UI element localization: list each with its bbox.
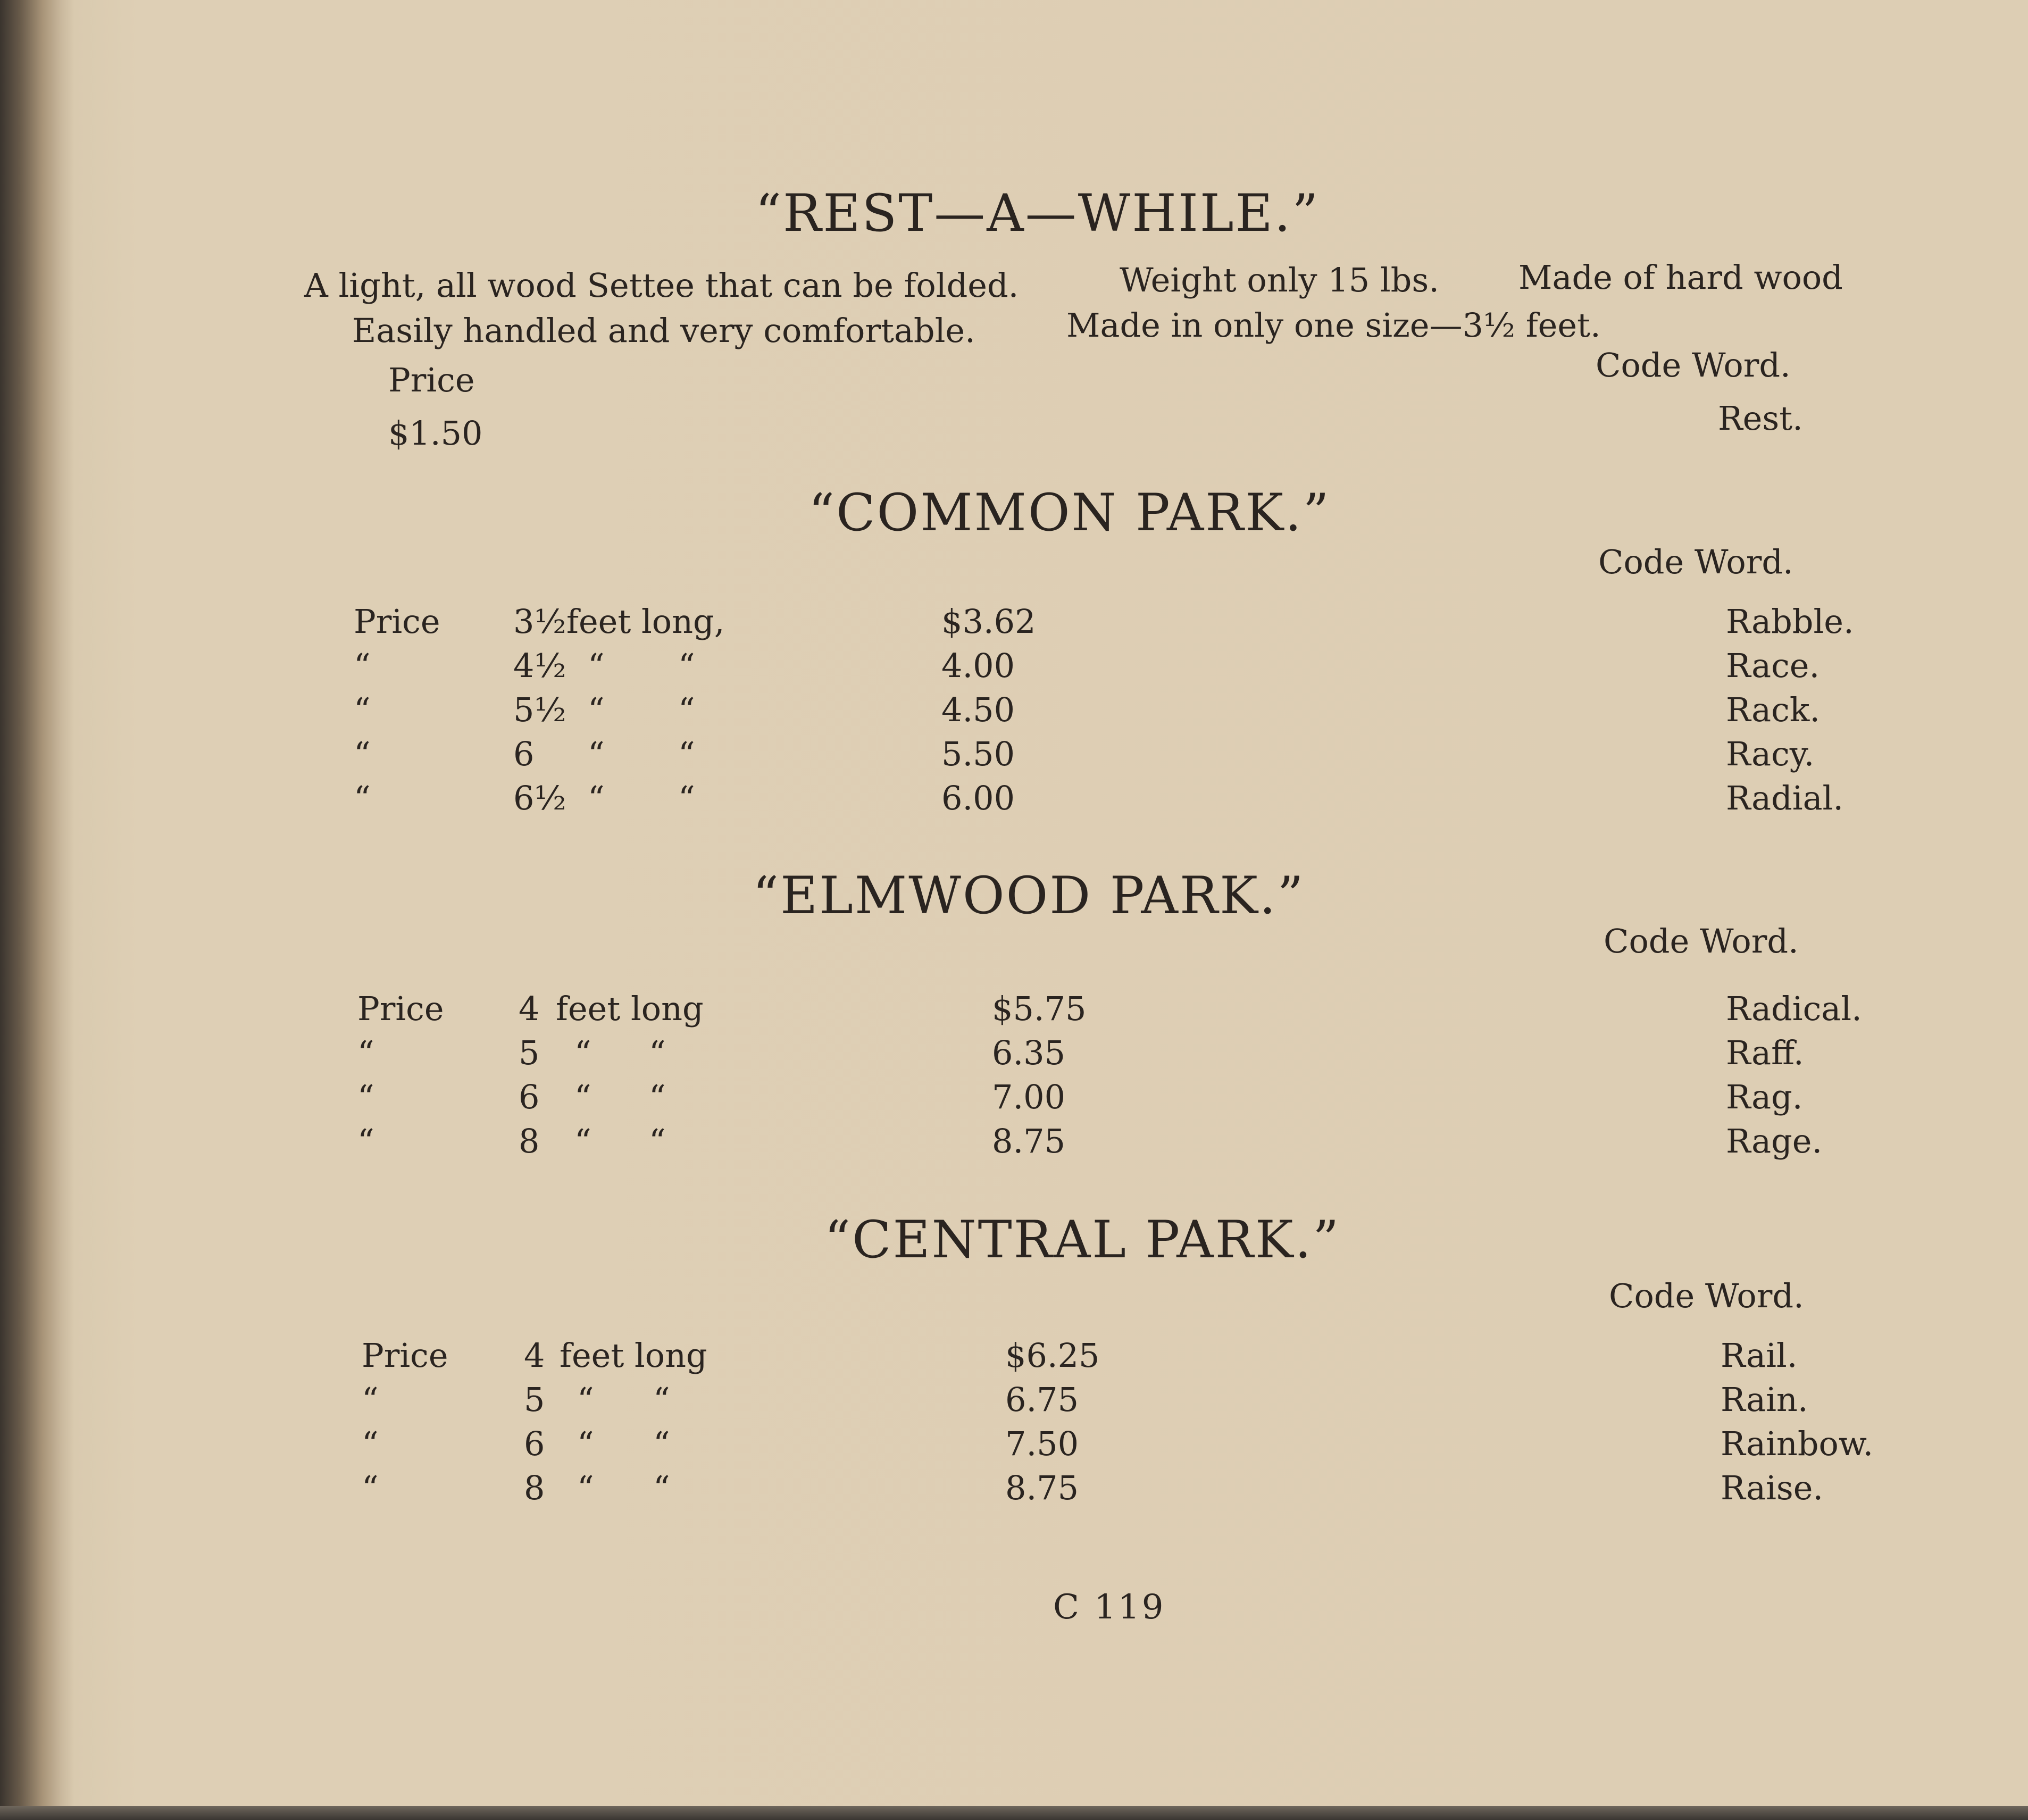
elmwood-row-ditto: “ [649,1078,666,1116]
elmwood-row-ditto: “ [574,1033,591,1072]
rest-desc-material: Made of hard wood [1518,258,1843,297]
common-row-ditto: “ [678,734,695,773]
central-row-unit: feet long [560,1336,707,1375]
central-title: “CENTRAL PARK.” [824,1210,1341,1270]
central-row-size: 4 [524,1336,545,1375]
common-row-ditto: “ [588,779,605,817]
elmwood-row-ditto: “ [649,1122,666,1161]
elmwood-row-ditto: “ [574,1122,591,1161]
elmwood-code-header: Code Word. [1604,922,1799,961]
central-row-size: 6 [524,1424,545,1463]
central-row-ditto: “ [653,1380,670,1419]
central-row-ditto: “ [653,1468,670,1507]
elmwood-row-ditto: “ [649,1033,666,1072]
common-row-price: 6.00 [941,779,1015,817]
central-row-size: 8 [524,1468,545,1507]
central-row-size: 5 [524,1380,545,1419]
common-row-label: “ [354,690,371,729]
common-row-label: Price [354,602,440,641]
rest-code-header: Code Word. [1596,346,1791,385]
common-row-code-word: Radial. [1726,779,1844,817]
common-row-size: 3½ [513,602,566,641]
central-row-label: “ [362,1424,379,1463]
common-row-code-word: Race. [1726,646,1820,685]
elmwood-row-label: “ [357,1122,374,1161]
elmwood-title: “ELMWOOD PARK.” [753,866,1305,925]
common-row-ditto: “ [588,690,605,729]
central-row-label: “ [362,1380,379,1419]
elmwood-row-code-word: Radical. [1726,989,1862,1028]
common-row-label: “ [354,779,371,817]
common-row-unit: feet long, [566,602,725,641]
common-row-ditto: “ [678,690,695,729]
rest-code: Rest. [1718,399,1803,438]
common-row-code-word: Rabble. [1726,602,1854,641]
elmwood-row-label: Price [357,989,444,1028]
central-row-price: 6.75 [1005,1380,1079,1419]
rest-desc-line-2: Easily handled and very comfortable. [352,311,975,350]
rest-desc-size: Made in only one size—3½ feet. [1066,306,1601,345]
common-row-ditto: “ [678,779,695,817]
central-row-ditto: “ [577,1468,594,1507]
common-row-label: “ [354,646,371,685]
elmwood-row-size: 4 [519,989,540,1028]
elmwood-row-code-word: Rag. [1726,1078,1803,1116]
rest-price: $1.50 [388,414,483,453]
elmwood-row-label: “ [357,1078,374,1116]
central-code-header: Code Word. [1609,1276,1804,1315]
central-row-ditto: “ [653,1424,670,1463]
elmwood-row-price: 8.75 [992,1122,1066,1161]
common-row-ditto: “ [588,734,605,773]
page-number: C 119 [1053,1588,1166,1627]
elmwood-row-price: $5.75 [992,989,1087,1028]
central-row-code-word: Raise. [1721,1468,1824,1507]
common-title: “COMMON PARK.” [808,483,1331,542]
common-row-label: “ [354,734,371,773]
central-row-price: 8.75 [1005,1468,1079,1507]
common-row-price: 4.00 [941,646,1015,685]
common-row-size: 6½ [513,779,566,817]
rest-desc-line-1: A light, all wood Settee that can be folded. [304,266,1019,305]
central-row-ditto: “ [577,1424,594,1463]
rest-desc-weight: Weight only 15 lbs. [1120,261,1439,299]
elmwood-row-size: 8 [519,1122,540,1161]
elmwood-row-code-word: Raff. [1726,1033,1804,1072]
central-row-price: 7.50 [1005,1424,1079,1463]
elmwood-row-ditto: “ [574,1078,591,1116]
elmwood-row-code-word: Rage. [1726,1122,1823,1161]
common-row-size: 6 [513,734,535,773]
common-row-price: 4.50 [941,690,1015,729]
page-bottom-edge [0,1806,2028,1820]
common-row-price: 5.50 [941,734,1015,773]
common-row-code-word: Rack. [1726,690,1821,729]
elmwood-row-price: 6.35 [992,1033,1066,1072]
common-row-code-word: Racy. [1726,734,1815,773]
central-row-price: $6.25 [1005,1336,1100,1375]
central-row-ditto: “ [577,1380,594,1419]
common-row-ditto: “ [588,646,605,685]
central-row-code-word: Rail. [1721,1336,1798,1375]
rest-title: “REST—A—WHILE.” [755,183,1320,243]
rest-price-label: Price [388,361,475,399]
central-row-label: Price [362,1336,448,1375]
elmwood-row-price: 7.00 [992,1078,1066,1116]
elmwood-row-size: 5 [519,1033,540,1072]
common-row-size: 5½ [513,690,566,729]
central-row-code-word: Rainbow. [1721,1424,1874,1463]
common-row-ditto: “ [678,646,695,685]
common-row-price: $3.62 [941,602,1036,641]
common-row-size: 4½ [513,646,566,685]
elmwood-row-label: “ [357,1033,374,1072]
elmwood-row-size: 6 [519,1078,540,1116]
elmwood-row-unit: feet long [556,989,704,1028]
central-row-code-word: Rain. [1721,1380,1808,1419]
central-row-label: “ [362,1468,379,1507]
common-code-header: Code Word. [1598,542,1793,581]
